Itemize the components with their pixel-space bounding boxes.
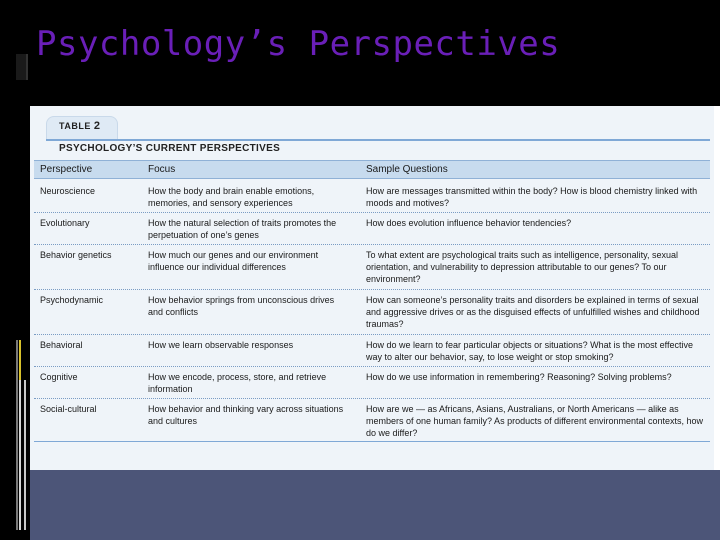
header-focus: Focus	[148, 164, 176, 175]
cell-questions: How do we use information in remembering? Reasoning? Solving problems?	[366, 372, 672, 382]
table-row	[34, 245, 710, 290]
header-sample-questions: Sample Questions	[366, 164, 448, 175]
table-bottom-rule	[34, 441, 710, 442]
header-perspective: Perspective	[40, 164, 93, 175]
cell-questions: How can someone’s personality traits and disorders be explained in terms of sexual and aggressive drives or as the disguised effects of unfulfilled wishes and childhood traumas?	[366, 295, 700, 329]
cell-perspective: Social-cultural	[40, 404, 97, 414]
cell-questions: How are we — as Africans, Asians, Australians, or North Americans — alike as members of one human family? As products of different environmental contexts, how do we differ?	[366, 404, 704, 438]
cell-focus: How the natural selection of traits promotes the perpetuation of one’s genes	[148, 218, 337, 240]
table-tab-label	[59, 120, 100, 132]
cell-questions: To what extent are psychological traits such as intelligence, personality, sexual orientation, and vulnerability to depression attributable to our genes? To our environment?	[366, 250, 678, 284]
accent-line	[19, 380, 21, 530]
table-tab-number: 2	[93, 120, 101, 132]
tab-divider	[46, 139, 710, 141]
cell-focus: How the body and brain enable emotions, memories, and sensory experiences	[148, 186, 315, 208]
table-row	[34, 213, 710, 245]
table-row	[34, 290, 710, 335]
cell-perspective: Behavior genetics	[40, 250, 112, 260]
accent-line	[16, 340, 18, 530]
cell-perspective: Psychodynamic	[40, 295, 104, 305]
slide-title: Psychology’s Perspectives	[36, 24, 561, 64]
slide-lower-panel	[30, 470, 720, 540]
cell-questions: How do we learn to fear particular objects or situations? What is the most effective way to alter our behavior, say, to lose weight or stop smoking?	[366, 340, 693, 362]
table-row	[34, 399, 710, 441]
cell-perspective: Cognitive	[40, 372, 78, 382]
table-title: PSYCHOLOGY’S CURRENT PERSPECTIVES	[59, 143, 281, 154]
cell-questions: How does evolution influence behavior tendencies?	[366, 218, 572, 228]
accent-line	[24, 380, 26, 530]
cell-focus: How we encode, process, store, and retrieve information	[148, 372, 327, 394]
cell-focus: How we learn observable responses	[148, 340, 294, 350]
table-row	[34, 335, 710, 367]
cell-perspective: Evolutionary	[40, 218, 90, 228]
perspectives-table	[30, 106, 720, 470]
table-row	[34, 181, 710, 213]
cell-focus: How behavior and thinking vary across situations and cultures	[148, 404, 344, 426]
cell-questions: How are messages transmitted within the body? How is blood chemistry linked with moods and motives?	[366, 186, 698, 208]
cell-perspective: Behavioral	[40, 340, 83, 350]
cell-focus: How behavior springs from unconscious drives and conflicts	[148, 295, 335, 317]
cell-perspective: Neuroscience	[40, 186, 96, 196]
accent-line	[19, 340, 21, 380]
corner-decoration	[16, 54, 28, 80]
cell-focus: How much our genes and our environment influence our individual differences	[148, 250, 319, 272]
table-tab-text: TABLE	[59, 121, 91, 131]
table-row	[34, 367, 710, 399]
